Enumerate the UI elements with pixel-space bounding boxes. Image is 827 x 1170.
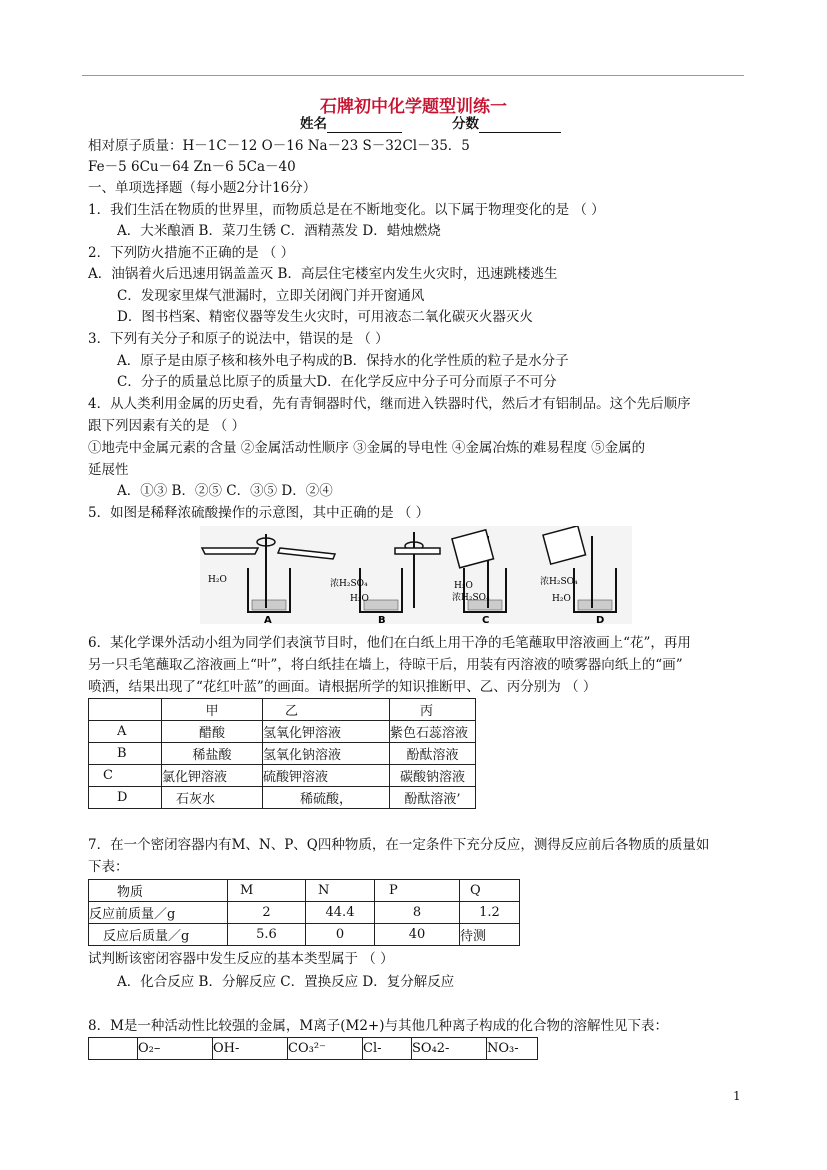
table-row [89,902,520,924]
q7-table [88,879,520,946]
table-cell: 5.6 [228,924,306,946]
q1-options: A．大米酿酒 B．菜刀生锈 C．酒精蒸发 D．蜡烛燃烧 [117,223,441,239]
table-cell: 2 [228,902,306,924]
table-cell [89,699,162,721]
q2-option-c: C．发现家里煤气泄漏时，立即关闭阀门并开窗通风 [117,288,425,304]
label-a: A [264,615,272,624]
table-header-row [89,1038,538,1060]
q2-option-d: D．图书档案、精密仪器等发生火灾时，可用液态二氧化碳灭火器灭火 [117,309,533,325]
q6-stem-3: 喷洒，结果出现了“花红叶蓝”的画面。请根据所学的知识推断甲、乙、丙分别为 （ ） [88,679,597,695]
table-cell: Cl- [363,1038,412,1060]
table-cell: M [228,880,306,902]
label-b: B [378,615,386,624]
table-cell: A [89,721,162,743]
table-row [89,787,476,809]
table-row [89,765,476,787]
label-d: D [596,615,605,624]
table-cell: NO₃- [487,1038,538,1060]
label-b-acid: 浓H₂SO₄ [330,579,368,589]
table-cell: 石灰水 [162,787,263,809]
header-rule [82,75,744,76]
table-cell: 8 [375,902,460,924]
table-cell: P [375,880,460,902]
table-cell: D [89,787,162,809]
table-cell: 反应后质量／g [89,924,228,946]
q1-stem: 1．我们生活在物质的世界里，而物质总是在不断地变化。以下属于物理变化的是 （ ） [88,202,605,218]
table-cell: 紫色石蕊溶液 [390,721,476,743]
table-cell: 44.4 [306,902,375,924]
q3-options-cd: C．分子的质量总比原子的质量大D．在化学反应中分子可分而原子不可分 [117,374,557,390]
table-cell: 氢氧化钠溶液 [263,743,390,765]
name-label: 姓名 [300,116,327,132]
table-cell: 0 [306,924,375,946]
table-header-row [89,699,476,721]
table-row [89,721,476,743]
table-cell: 酚酞溶液 [390,743,476,765]
table-cell: O₂– [138,1038,213,1060]
q4-stem-2: 跟下列因素有关的是 （ ） [88,418,246,434]
atomic-mass-line-2: Fe－5 6Cu－64 Zn－6 5Ca－40 [88,159,296,175]
table-cell: CO₃²⁻ [288,1038,363,1060]
table-cell: 待测 [460,924,520,946]
q2-stem: 2．下列防火措施不正确的是 （ ） [88,245,295,261]
q8-table [88,1037,538,1060]
table-cell: 氢氧化钾溶液 [263,721,390,743]
table-cell: 硫酸钾溶液 [263,765,390,787]
table-cell: C [89,765,162,787]
q7-stem-2: 下表： [88,859,129,875]
table-header-row [89,880,520,902]
table-cell: 1.2 [460,902,520,924]
name-blank [327,118,402,133]
dilution-diagram [200,526,632,624]
table-cell: 物质 [89,880,228,902]
label-c-acid: 浓H₂SO₄ [452,593,490,603]
q5-stem: 5．如图是稀释浓硫酸操作的示意图，其中正确的是 （ ） [88,505,430,521]
q6-table [88,698,476,809]
table-cell: 丙 [390,699,476,721]
table-cell: OH- [213,1038,288,1060]
table-cell: 氯化钾溶液 [162,765,263,787]
label-b-water: H₂O [350,594,369,604]
q2-options-ab: A．油锅着火后迅速用锅盖盖灭 B．高层住宅楼室内发生火灾时，迅速跳楼逃生 [88,266,558,282]
q4-options: A．①③ B．②⑤ C．③⑤ D．②④ [117,483,333,499]
score-label: 分数 [452,116,479,132]
table-cell: N [306,880,375,902]
q4-factors-2: 延展性 [88,462,129,478]
q7-options: A．化合反应 B．分解反应 C．置换反应 D．复分解反应 [117,974,455,990]
label-c-water: H₂O [454,581,473,591]
table-cell [89,1038,138,1060]
table-cell: 稀硫酸， [263,787,390,809]
label-d-water: H₂O [552,594,571,604]
table-cell: 甲 [162,699,263,721]
score-field [452,115,561,133]
atomic-mass-line-1: 相对原子质量：H－1C－12 O－16 Na－23 S－32Cl－35．5 [88,138,470,154]
q8-stem: 8．M是一种活动性比较强的金属，M离子(M2+)与其他几种离子构成的化合物的溶解性见下表： [88,1018,668,1034]
q3-stem: 3．下列有关分子和原子的说法中，错误的是 （ ） [88,331,389,347]
table-row [89,924,520,946]
label-d-acid: 浓H₂SO₄ [540,577,578,587]
name-field [300,115,402,133]
label-a-water: H₂O [208,575,227,585]
table-cell: 稀盐酸 [162,743,263,765]
table-cell: 醋酸 [162,721,263,743]
score-blank [479,118,561,133]
table-cell: B [89,743,162,765]
table-cell: 酚酞溶液’ [390,787,476,809]
q4-stem-1: 4．从人类利用金属的历史看，先有青铜器时代，继而进入铁器时代，然后才有铝制品。这个先后顺序 [88,396,691,412]
table-row [89,743,476,765]
section-heading: 一、单项选择题（每小题2分计16分） [88,180,317,196]
q7-stem-1: 7．在一个密闭容器内有M、N、P、Q四种物质，在一定条件下充分反应，测得反应前后各物质的质量如 [88,837,710,853]
q4-factors-1: ①地壳中金属元素的含量 ②金属活动性顺序 ③金属的导电性 ④金属冶炼的难易程度 ⑤金属的 [88,440,646,456]
q3-options-ab: A．原子是由原子核和核外电子构成的B．保持水的化学性质的粒子是水分子 [117,353,569,369]
table-cell: SO₄2- [412,1038,487,1060]
table-cell: Q [460,880,520,902]
table-cell: 碳酸钠溶液 [390,765,476,787]
q7-question: 试判断该密闭容器中发生反应的基本类型属于 （ ） [88,951,394,967]
page-title: 石牌初中化学题型训练一 [320,97,507,117]
q6-stem-2: 另一只毛笔蘸取乙溶液画上“叶”，将白纸挂在墙上，待晾干后，用装有丙溶液的喷雾器向纸上的“画” [88,657,683,673]
q6-stem-1: 6．某化学课外活动小组为同学们表演节目时，他们在白纸上用干净的毛笔蘸取甲溶液画上“花”，再用 [88,635,691,651]
label-c: C [482,615,490,624]
table-cell: 40 [375,924,460,946]
table-cell: 反应前质量／g [89,902,228,924]
page-number: 1 [733,1089,741,1103]
table-cell: 乙 [263,699,390,721]
